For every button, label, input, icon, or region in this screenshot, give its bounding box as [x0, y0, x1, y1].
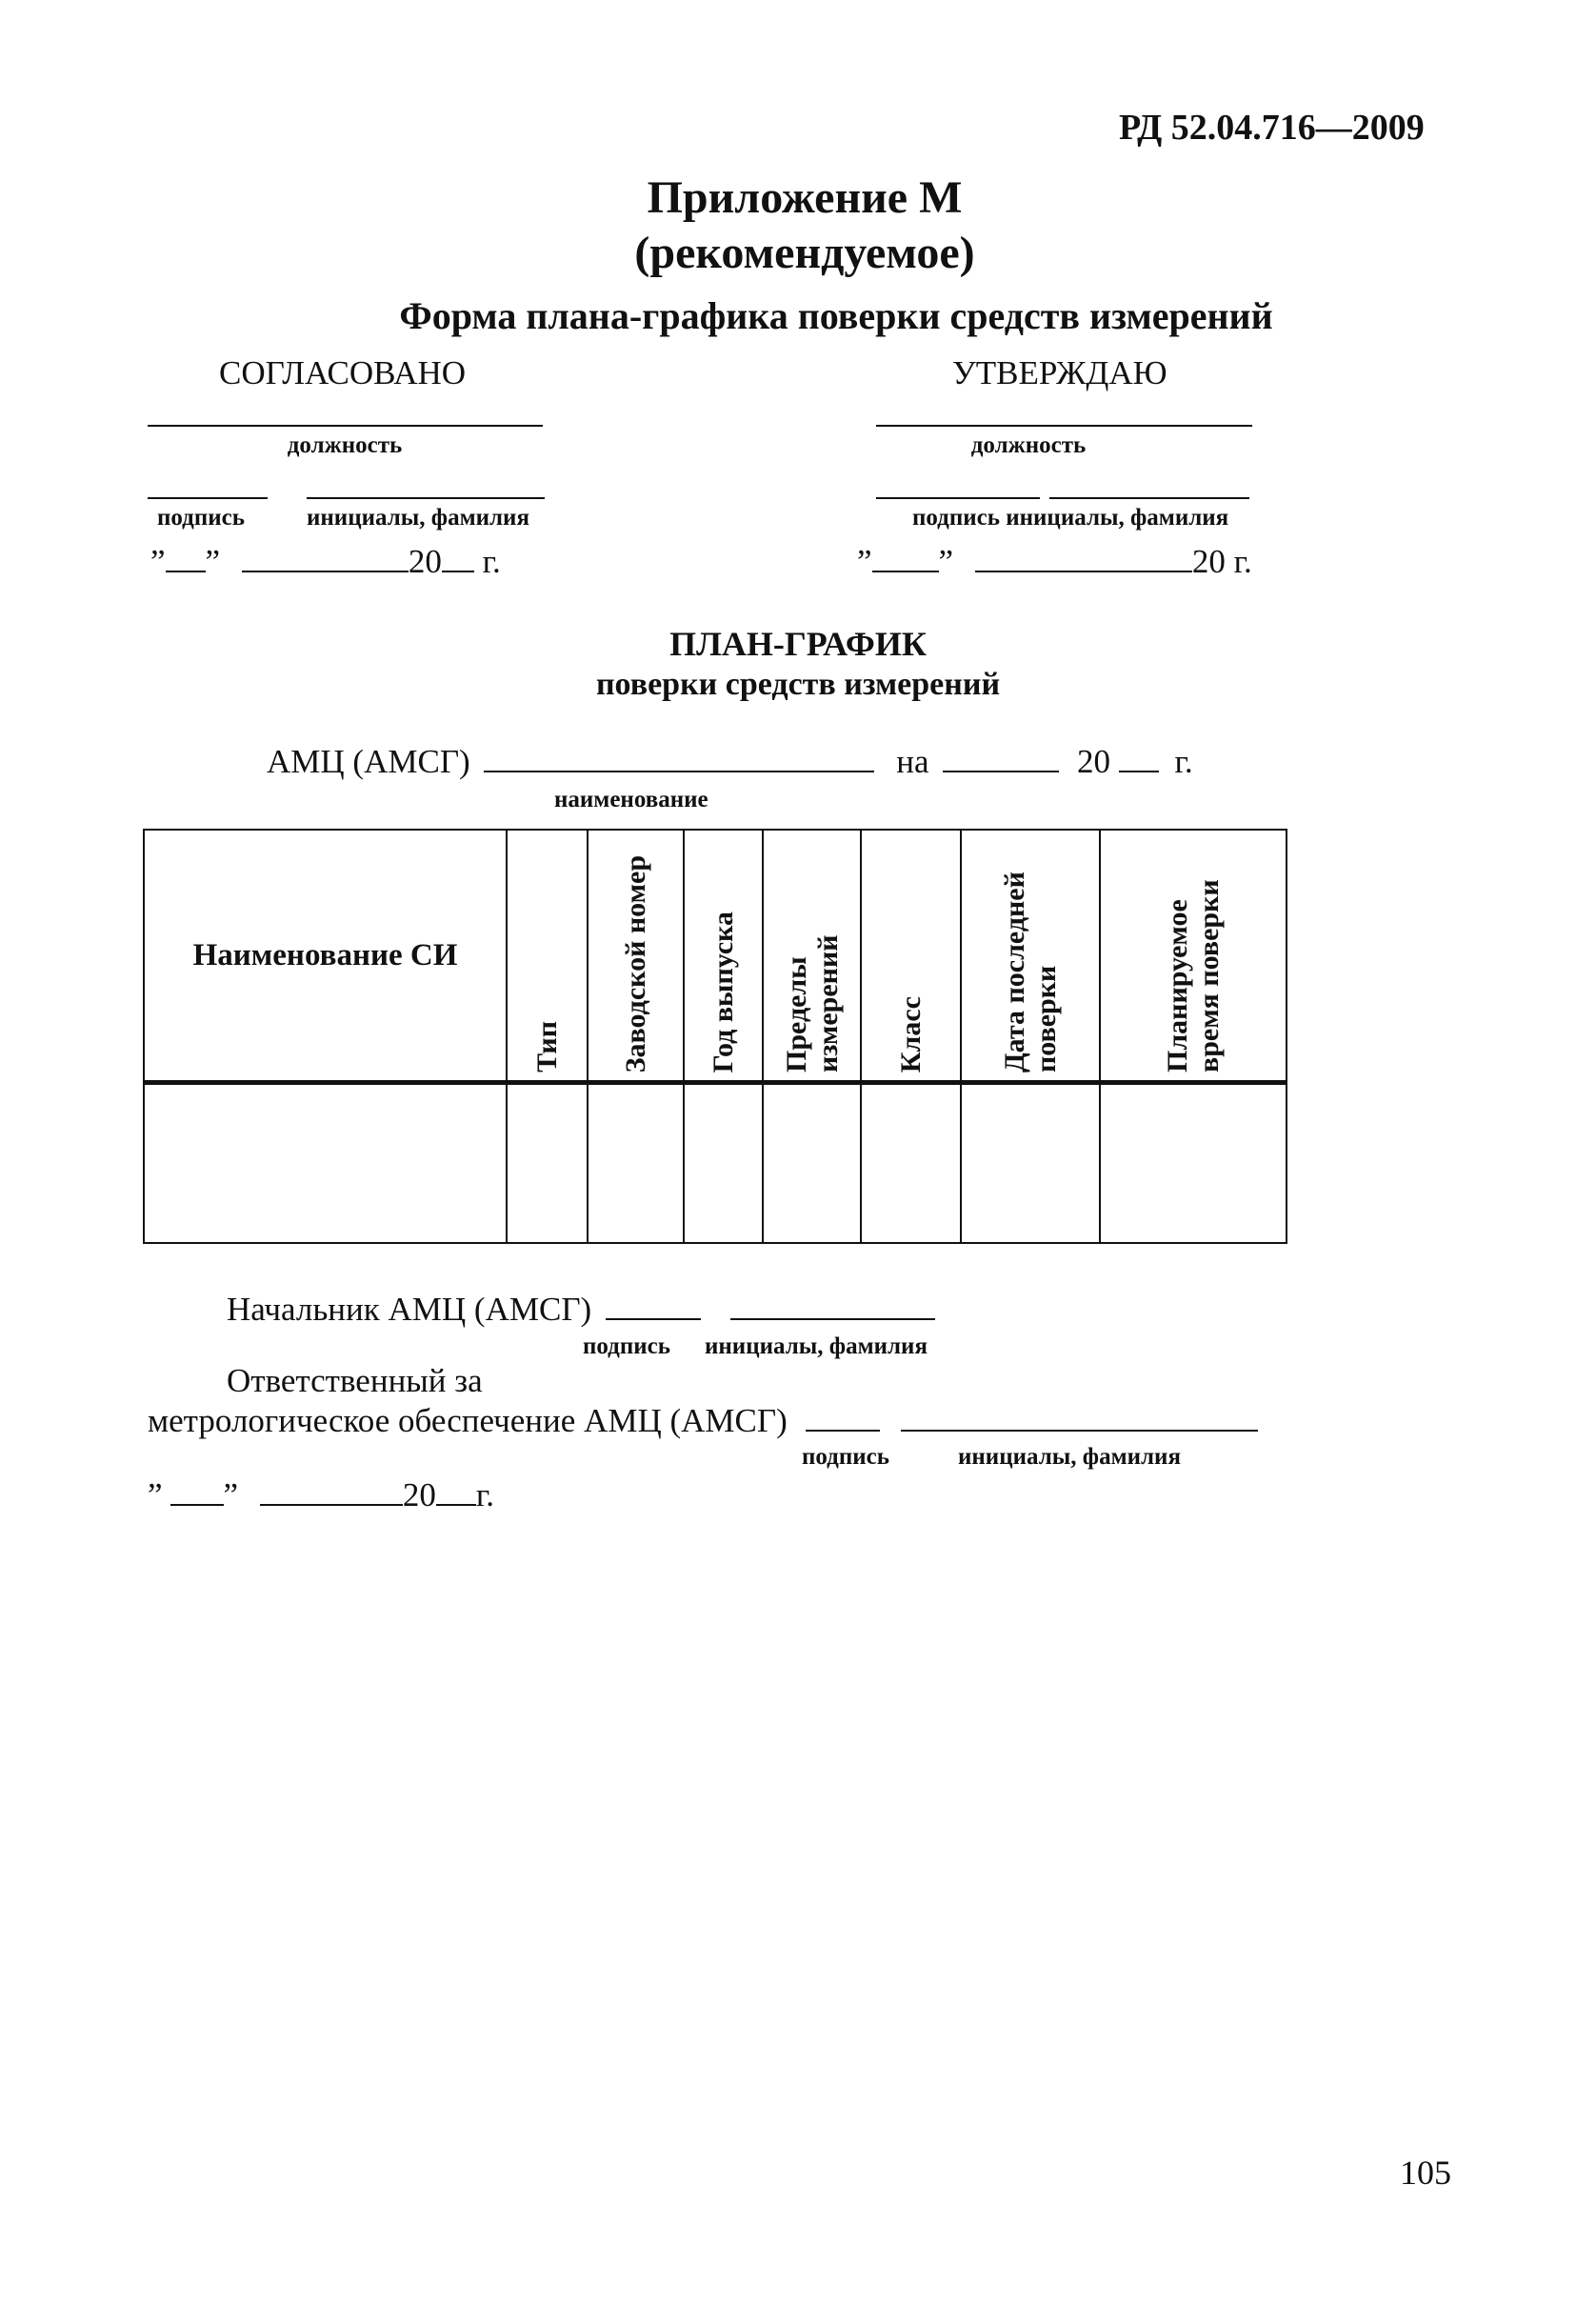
left-name-line [307, 497, 545, 499]
org-label: АМЦ (АМСГ) [267, 743, 470, 780]
right-year-prefix: 20 [1191, 543, 1226, 580]
appendix-subtitle: (рекомендуемое) [634, 228, 975, 278]
header-cell-serial [588, 830, 684, 1083]
table-row [144, 1083, 1287, 1244]
table-cell [684, 1083, 763, 1244]
left-year-prefix: 20 [408, 543, 442, 580]
header-cell-planned [1100, 830, 1287, 1083]
table-cell [588, 1083, 684, 1244]
footer-year-prefix: 20 [402, 1476, 436, 1513]
table-cell [961, 1083, 1100, 1244]
period-blank [943, 771, 1059, 772]
form-title: Форма плана-графика поверки средств измерений [399, 294, 1273, 337]
header-class-label: Класс [895, 995, 927, 1072]
appendix-title: Приложение М [647, 172, 963, 223]
right-date-quote-close: ” [938, 543, 954, 580]
chief-signature-caption: подпись [583, 1333, 670, 1359]
verification-schedule-table [143, 829, 1287, 1244]
responsible-name-blank [901, 1430, 1258, 1432]
table-cell [861, 1083, 961, 1244]
table-cell [507, 1083, 588, 1244]
header-name-label: Наименование СИ [192, 937, 458, 972]
footer-year-blank [436, 1504, 476, 1506]
header-cell-year [684, 830, 763, 1083]
left-position-line [148, 425, 543, 427]
header-cell-class [861, 830, 961, 1083]
right-position-line [876, 425, 1252, 427]
plan-year-suffix: г. [1174, 743, 1193, 780]
right-date-line [857, 543, 1252, 581]
footer-date-line [148, 1476, 494, 1514]
left-date-line [150, 543, 501, 581]
org-name-blank [484, 771, 874, 772]
left-year-blank [442, 571, 474, 572]
responsible-label: метрологическое обеспечение АМЦ (АМСГ) [148, 1402, 788, 1439]
right-day-blank [872, 571, 939, 572]
footer-date-quote-close: ” [223, 1476, 239, 1513]
chief-line [227, 1291, 935, 1329]
right-name-line [1049, 497, 1249, 499]
table-header-row [144, 830, 1287, 1083]
org-name-caption: наименование [554, 787, 708, 812]
table-cell [763, 1083, 861, 1244]
left-position-caption: должность [287, 432, 403, 458]
header-year-label: Год выпуска [708, 911, 739, 1072]
footer-date-quote-open: ” [148, 1476, 163, 1513]
left-date-quote-open: ” [150, 543, 166, 580]
plan-subtitle: поверки средств измерений [595, 667, 1001, 702]
left-signature-line [148, 497, 268, 499]
chief-signature-blank [606, 1318, 701, 1320]
header-cell-name [144, 830, 507, 1083]
right-signature-line [876, 497, 1040, 499]
table-cell [1100, 1083, 1287, 1244]
right-position-caption: должность [970, 432, 1087, 458]
chief-name-caption: инициалы, фамилия [705, 1333, 928, 1359]
agreed-heading: СОГЛАСОВАНО [219, 354, 467, 391]
left-month-blank [242, 571, 409, 572]
right-date-quote-open: ” [857, 543, 872, 580]
responsible-signature-blank [806, 1430, 880, 1432]
plan-title: ПЛАН-ГРАФИК [669, 625, 927, 663]
header-serial-label: Заводской номер [620, 854, 651, 1072]
responsible-line-2 [148, 1402, 1258, 1440]
plan-year-blank [1119, 771, 1159, 772]
chief-label: Начальник АМЦ (АМСГ) [227, 1291, 592, 1328]
org-line [267, 743, 1193, 781]
document-code: РД 52.04.716—2009 [1119, 108, 1425, 148]
footer-day-blank [170, 1504, 224, 1506]
footer-month-blank [260, 1504, 403, 1506]
responsible-line-1: Ответственный за [227, 1362, 483, 1399]
responsible-signature-caption: подпись [802, 1444, 889, 1470]
header-planned-label: Планируемое время поверки [1162, 879, 1225, 1072]
header-cell-limits [763, 830, 861, 1083]
left-year-suffix: г. [482, 543, 501, 580]
right-year-suffix: г. [1233, 543, 1252, 580]
header-type-label: Тип [531, 1021, 563, 1072]
header-cell-type [507, 830, 588, 1083]
approve-heading: УТВЕРЖДАЮ [952, 354, 1167, 391]
responsible-name-caption: инициалы, фамилия [958, 1444, 1181, 1470]
page-number: 105 [1400, 2154, 1451, 2192]
plan-year-prefix: 20 [1076, 743, 1110, 780]
chief-name-blank [730, 1318, 935, 1320]
left-signature-caption: подпись [157, 505, 245, 531]
for-label: на [896, 743, 929, 780]
table-cell [144, 1083, 507, 1244]
header-limits-label: Пределы измерений [780, 934, 844, 1072]
left-name-caption: инициалы, фамилия [307, 505, 529, 531]
header-last-check-label: Дата последней поверки [999, 872, 1062, 1072]
right-month-blank [975, 571, 1192, 572]
header-cell-last-check [961, 830, 1100, 1083]
left-date-quote-close: ” [205, 543, 221, 580]
footer-year-suffix: г. [475, 1476, 495, 1513]
left-day-blank [166, 571, 206, 572]
right-signature-name-caption: подпись инициалы, фамилия [912, 505, 1229, 531]
